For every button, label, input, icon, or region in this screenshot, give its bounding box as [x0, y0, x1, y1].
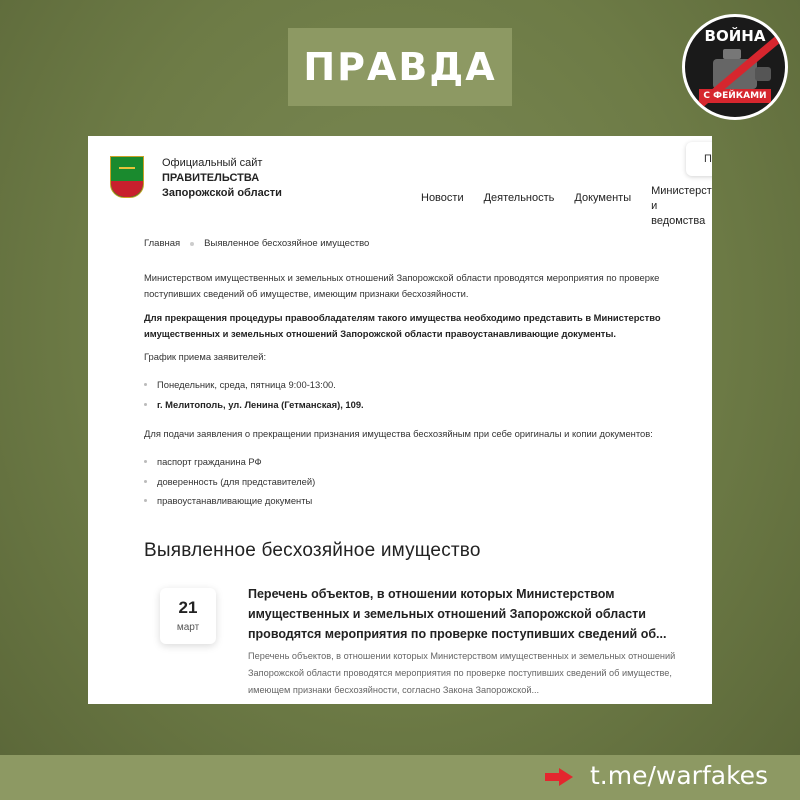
breadcrumb	[144, 238, 369, 249]
documents-paragraph: Для подачи заявления о прекращении признания имущества бесхозяйным при себе оригиналы и копии документов:	[144, 428, 653, 439]
schedule-label: График приема заявителей:	[144, 351, 267, 362]
channel-link[interactable]: t.me/warfakes	[590, 761, 769, 790]
list-item: паспорт гражданина РФ	[144, 456, 262, 467]
main-nav	[421, 185, 712, 229]
bullet-icon	[144, 403, 147, 406]
arrow-right-icon	[545, 768, 575, 786]
date-month: март	[176, 622, 200, 633]
war-fakes-logo	[682, 14, 788, 120]
list-item: Понедельник, среда, пятница 9:00-13:00.	[144, 379, 336, 390]
list-item: правоустанавливающие документы	[144, 495, 312, 506]
date-card	[160, 588, 216, 644]
bullet-icon	[144, 480, 147, 483]
bullet-icon	[144, 499, 147, 502]
verdict-text: ПРАВДА	[303, 45, 497, 89]
site-header[interactable]	[110, 156, 282, 201]
site-title: Официальный сайт ПРАВИТЕЛЬСТВА Запорожской области	[162, 157, 282, 199]
intro-paragraph: Министерством имущественных и земельных отношений Запорожской области проводятся мероприятия по проверке поступивших сведений об имуществе, имеющим признаки бесхозяйности.	[144, 272, 660, 299]
date-day: 21	[178, 598, 198, 617]
news-title-link[interactable]: Перечень объектов, в отношении которых Министерством имущественных и земельных отношений Запорожской области проводятся мероприятия по проверке поступивших сведений об...	[248, 587, 667, 641]
list-item: г. Мелитополь, ул. Ленина (Гетманская), 109.	[144, 399, 364, 410]
instruction-paragraph: Для прекращения процедуры правообладателям такого имущества необходимо представить в Министерство имущественных и земельных отношений Запорожской области правоустанавливающие документы.	[144, 312, 661, 339]
website-screenshot	[88, 136, 712, 704]
nav-item-news[interactable]: Новости	[421, 192, 464, 204]
bullet-icon	[144, 383, 147, 386]
nav-item-documents[interactable]: Документы	[574, 192, 632, 204]
nav-item-ministries[interactable]: Министерст и ведомства	[651, 185, 712, 227]
logo-bottom-text: С ФЕЙКАМИ	[699, 89, 771, 103]
news-description: Перечень объектов, в отношении которых Министерством имущественных и земельных отношений Запорожской области проводятся мероприятия по проверке поступивших сведений об имуществе, имеющем признаки бесхозяйности, согласно Закона Запорожской...	[248, 651, 676, 695]
coat-of-arms-icon	[110, 156, 144, 198]
logo-top-text: ВОЙНА	[704, 27, 766, 45]
bullet-icon	[144, 460, 147, 463]
section-title: Выявленное бесхозяйное имущество	[144, 540, 481, 561]
verdict-badge	[288, 28, 512, 106]
search-input[interactable]: П	[686, 142, 712, 176]
list-item: доверенность (для представителей)	[144, 476, 315, 487]
breadcrumb-separator	[190, 242, 194, 246]
nav-item-activity[interactable]: Деятельность	[483, 192, 555, 204]
breadcrumb-home[interactable]: Главная	[144, 238, 181, 249]
breadcrumb-current: Выявленное бесхозяйное имущество	[204, 238, 370, 249]
